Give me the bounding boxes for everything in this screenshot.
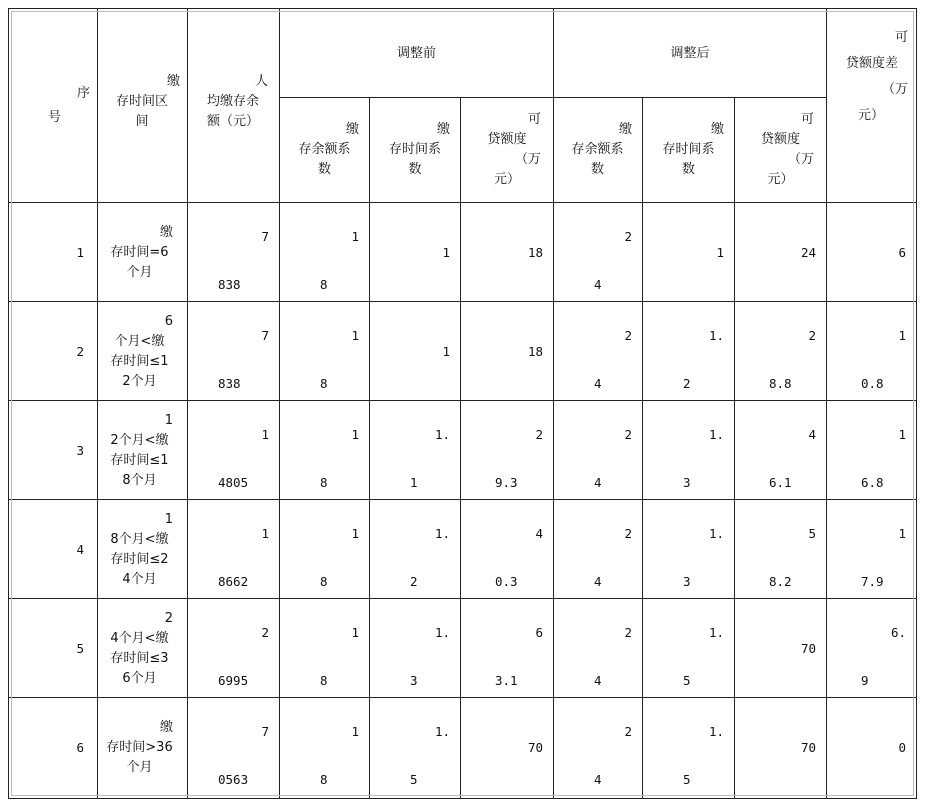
row-a-bal-part-2: 4 [594,475,602,490]
row-b-bal-bottom [320,572,367,592]
row-period-line: 2个月<缴 [110,432,169,448]
row-a-time-bottom [683,671,732,691]
row-diff-value: 6 [898,244,906,260]
header-avg-line-3: 额（元） [206,114,259,129]
row-a-bal-part-1: 2 [624,229,632,244]
row-a-bal-part-2: 4 [594,772,602,787]
header-after-balance-coef [555,120,640,180]
row-diff-part-2: 9 [861,673,869,688]
row-b-time [370,342,450,362]
row-b-bal-part-2: 8 [320,376,328,391]
row-b-bal-part-2: 8 [320,475,328,490]
row-seq [10,441,84,461]
header-before-label: 调整前 [396,46,436,61]
row-seq [10,540,84,560]
row-b-bal-top [280,326,359,346]
row-a-limit-part-1: 5 [808,526,816,541]
row-b-limit [461,243,543,263]
row-period [98,718,181,778]
row-b-limit-bottom [495,572,545,592]
row-a-time [643,243,724,263]
row-a-time-bottom [683,770,732,790]
row-a-limit-top [735,524,816,544]
row-period-line: 2个月 [122,373,157,389]
row-b-time-part-2: 3 [410,673,418,688]
row-a-limit-part-2: 6.1 [769,475,792,490]
header-diff-line-1: 可 [894,30,908,45]
row-a-time-part-1: 1. [708,328,724,343]
row-b-bal-part-1: 1 [351,328,359,343]
hb-bal-2: 存余额系 [298,142,351,157]
row-avg-top [188,722,269,742]
row-diff-top [827,425,906,445]
row-b-limit-top [461,623,543,643]
row-b-bal-part-1: 1 [351,229,359,244]
row-seq-value: 2 [76,343,84,359]
ha-bal-1: 缴 [618,122,632,137]
ha-bal-2: 存余额系 [571,142,624,157]
row-avg-top [188,227,269,247]
row-diff-part-2: 6.8 [861,475,884,490]
header-period-line-1: 缴 [166,74,180,89]
row-diff-value: 0 [898,739,906,755]
row-diff-part-1: 1 [898,328,906,343]
row-a-limit [735,243,816,263]
row-b-time-value: 1 [442,343,450,359]
row-period-line: 6 [164,313,173,329]
row-a-time-top [643,623,724,643]
row-period-line: 2 [164,610,173,626]
hb-lim-4: 元） [493,172,520,187]
row-b-limit-top [461,524,543,544]
row-a-time-part-2: 2 [683,376,691,391]
header-after-label: 调整后 [670,46,710,61]
row-diff-bottom [861,374,908,394]
row-b-time-bottom [410,572,458,592]
ha-time-1: 缴 [710,122,724,137]
header-seq-line-2: 号 [48,110,62,125]
row-a-limit-top [735,326,816,346]
row-a-bal-bottom [594,374,640,394]
header-avg-deposit [190,72,276,132]
row-diff-bottom [861,671,908,691]
row-b-bal-part-2: 8 [320,277,328,292]
row-a-limit-part-1: 2 [808,328,816,343]
row-a-limit-value: 70 [800,640,816,656]
row-avg-part-1: 7 [261,229,269,244]
row-avg-part-2: 838 [218,376,241,391]
ha-lim-3: （万 [787,152,814,167]
row-a-time-top [643,524,724,544]
row-avg-bottom [218,572,267,592]
row-period [98,609,181,689]
row-b-bal-part-2: 8 [320,772,328,787]
row-b-bal-part-2: 8 [320,673,328,688]
row-a-time-part-1: 1. [708,526,724,541]
hb-lim-2: 贷额度 [487,132,527,147]
row-a-limit-part-2: 8.2 [769,574,792,589]
row-b-bal-part-1: 1 [351,427,359,442]
hb-lim-3: （万 [514,152,541,167]
row-a-time-part-2: 3 [683,475,691,490]
row-period-line: 1 [164,412,173,428]
row-b-limit-part-1: 4 [535,526,543,541]
row-diff-part-1: 1 [898,526,906,541]
row-b-time [370,243,450,263]
row-b-bal-part-1: 1 [351,724,359,739]
row-b-bal-top [280,425,359,445]
row-b-time-part-2: 1 [410,475,418,490]
hb-time-1: 缴 [436,122,450,137]
row-period-line: 缴 [159,224,173,240]
row-period [98,223,181,283]
row-a-time-part-1: 1. [708,625,724,640]
row-period-line: 8个月 [122,472,157,488]
row-a-bal-part-1: 2 [624,625,632,640]
row-a-bal-top [554,425,632,445]
row-b-time-part-2: 2 [410,574,418,589]
row-a-time-part-2: 5 [683,673,691,688]
header-after-group [554,44,826,64]
row-a-limit-bottom [769,473,818,493]
row-b-bal-part-2: 8 [320,574,328,589]
row-avg-bottom [218,770,267,790]
header-diff-line-4: 元） [858,108,885,123]
row-b-time-bottom [410,671,458,691]
row-a-bal-bottom [594,275,640,295]
row-a-limit-part-2: 8.8 [769,376,792,391]
row-avg-part-2: 0563 [218,772,249,787]
row-b-limit-bottom [495,671,545,691]
row-a-bal-top [554,326,632,346]
row-avg-top [188,524,269,544]
hb-lim-1: 可 [527,112,541,127]
row-diff-top [827,524,906,544]
row-seq-value: 4 [76,541,84,557]
row-period-line: 缴 [159,719,173,735]
row-diff-top [827,623,906,643]
hb-bal-1: 缴 [345,122,359,137]
row-seq-value: 6 [76,739,84,755]
row-b-limit-part-2: 9.3 [495,475,518,490]
row-b-time-top [370,623,450,643]
row-b-time-value: 1 [442,244,450,260]
row-avg-part-2: 8662 [218,574,249,589]
header-seq-line-1: 序 [76,86,90,101]
header-after-limit [737,110,824,190]
row-seq [10,342,84,362]
ha-time-3: 数 [681,162,695,177]
ha-lim-4: 元） [767,172,794,187]
row-a-limit [735,738,816,758]
row-period-line: 4个月 [122,571,157,587]
row-a-time-top [643,326,724,346]
row-period-line: 存时间≤1 [110,353,169,369]
row-a-time-bottom [683,374,732,394]
header-avg-line-2: 均缴存余 [206,94,259,109]
row-b-time-part-1: 1. [434,526,450,541]
row-diff-part-2: 0.8 [861,376,884,391]
row-seq [10,243,84,263]
row-a-bal-top [554,227,632,247]
row-avg-part-1: 7 [261,328,269,343]
header-before-balance-coef [282,120,367,180]
row-b-limit-value: 18 [527,343,543,359]
row-b-limit-value: 18 [527,244,543,260]
row-seq-value: 3 [76,442,84,458]
row-b-time-part-1: 1. [434,427,450,442]
row-avg-part-2: 838 [218,277,241,292]
ha-lim-2: 贷额度 [760,132,800,147]
row-a-bal-top [554,722,632,742]
row-avg-top [188,326,269,346]
hb-time-3: 数 [408,162,422,177]
row-a-time-bottom [683,473,732,493]
row-period [98,312,181,392]
row-avg-part-2: 6995 [218,673,249,688]
row-a-limit-part-1: 4 [808,427,816,442]
row-diff [827,243,906,263]
row-a-time-bottom [683,572,732,592]
row-seq [10,738,84,758]
row-b-bal-top [280,722,359,742]
ha-lim-1: 可 [800,112,814,127]
header-before-group [280,44,553,64]
row-b-limit-part-1: 6 [535,625,543,640]
row-diff-bottom [861,473,908,493]
row-a-bal-part-2: 4 [594,673,602,688]
row-period [98,510,181,590]
hb-time-2: 存时间系 [388,142,441,157]
row-diff-top [827,326,906,346]
row-period-line: 存时间≤1 [110,452,169,468]
row-b-bal-part-1: 1 [351,526,359,541]
hb-bal-3: 数 [317,162,331,177]
row-period-line: 存时间>36 [106,739,173,755]
row-period [98,411,181,491]
row-avg-top [188,623,269,643]
row-period-line: 6个月 [122,670,157,686]
row-diff-part-1: 6. [890,625,906,640]
row-b-bal-bottom [320,374,367,394]
row-avg-top [188,425,269,445]
row-a-limit-bottom [769,572,818,592]
row-a-bal-bottom [594,572,640,592]
row-b-time-bottom [410,770,458,790]
row-diff-part-2: 7.9 [861,574,884,589]
header-seq-2 [48,108,88,128]
row-period-line: 存时间≤3 [110,650,169,666]
row-a-time-part-1: 1. [708,724,724,739]
row-a-bal-part-2: 4 [594,277,602,292]
row-period-line: 存时间=6 [110,244,169,260]
row-b-time-bottom [410,473,458,493]
row-seq [10,639,84,659]
header-diff [828,28,916,126]
row-period-line: 存时间≤2 [110,551,169,567]
row-period-line: 1 [164,511,173,527]
row-b-time-top [370,722,450,742]
row-avg-part-1: 1 [261,427,269,442]
row-diff-bottom [861,572,908,592]
row-a-bal-top [554,623,632,643]
row-a-limit-value: 70 [800,739,816,755]
header-period-line-3: 间 [135,114,149,129]
row-b-time-top [370,524,450,544]
header-diff-line-2: 贷额度差 [845,56,898,71]
row-seq-value: 5 [76,640,84,656]
ha-time-2: 存时间系 [662,142,715,157]
row-b-bal-bottom [320,275,367,295]
row-a-bal-bottom [594,473,640,493]
header-seq [12,84,92,104]
row-b-limit-part-2: 3.1 [495,673,518,688]
row-b-bal-top [280,227,359,247]
row-diff [827,738,906,758]
row-a-bal-bottom [594,671,640,691]
row-a-bal-part-1: 2 [624,526,632,541]
row-b-time-part-1: 1. [434,625,450,640]
row-a-bal-part-2: 4 [594,376,602,391]
row-b-limit-value: 70 [527,739,543,755]
row-b-limit-bottom [495,473,545,493]
row-b-limit [461,342,543,362]
row-b-time-part-1: 1. [434,724,450,739]
row-period-line: 4个月<缴 [110,630,169,646]
row-avg-part-1: 7 [261,724,269,739]
header-period [100,72,184,132]
ha-bal-3: 数 [590,162,604,177]
row-seq-value: 1 [76,244,84,260]
row-avg-part-2: 4805 [218,475,249,490]
header-after-time-coef [645,120,732,180]
row-b-bal-bottom [320,473,367,493]
row-avg-part-1: 2 [261,625,269,640]
row-a-limit-value: 24 [800,244,816,260]
row-a-time-part-2: 3 [683,574,691,589]
row-avg-bottom [218,374,267,394]
row-diff-part-1: 1 [898,427,906,442]
row-a-bal-part-1: 2 [624,427,632,442]
header-avg-line-1: 人 [254,74,268,89]
row-period-line: 个月<缴 [114,333,165,349]
row-a-limit [735,639,816,659]
row-a-bal-top [554,524,632,544]
row-a-time-part-1: 1. [708,427,724,442]
row-avg-bottom [218,671,267,691]
header-before-time-coef [372,120,458,180]
row-a-time-part-2: 5 [683,772,691,787]
row-a-bal-part-1: 2 [624,724,632,739]
row-b-limit [461,738,543,758]
row-period-line: 8个月<缴 [110,531,169,547]
row-b-limit-part-1: 2 [535,427,543,442]
row-a-bal-bottom [594,770,640,790]
row-a-time-value: 1 [716,244,724,260]
row-avg-part-1: 1 [261,526,269,541]
row-period-line: 个月 [126,264,153,280]
row-avg-bottom [218,275,267,295]
row-b-limit-part-2: 0.3 [495,574,518,589]
row-b-time-part-2: 5 [410,772,418,787]
row-b-bal-top [280,524,359,544]
row-period-line: 个月 [126,759,153,775]
row-b-limit-top [461,425,543,445]
row-b-bal-bottom [320,671,367,691]
row-a-time-top [643,425,724,445]
row-b-bal-part-1: 1 [351,625,359,640]
row-b-bal-top [280,623,359,643]
header-before-limit [463,110,551,190]
row-b-time-top [370,425,450,445]
row-a-limit-top [735,425,816,445]
header-diff-line-3: （万 [881,82,908,97]
row-a-bal-part-2: 4 [594,574,602,589]
row-a-time-top [643,722,724,742]
row-a-bal-part-1: 2 [624,328,632,343]
header-period-line-2: 存时间区 [115,94,168,109]
row-a-limit-bottom [769,374,818,394]
row-avg-bottom [218,473,267,493]
row-b-bal-bottom [320,770,367,790]
